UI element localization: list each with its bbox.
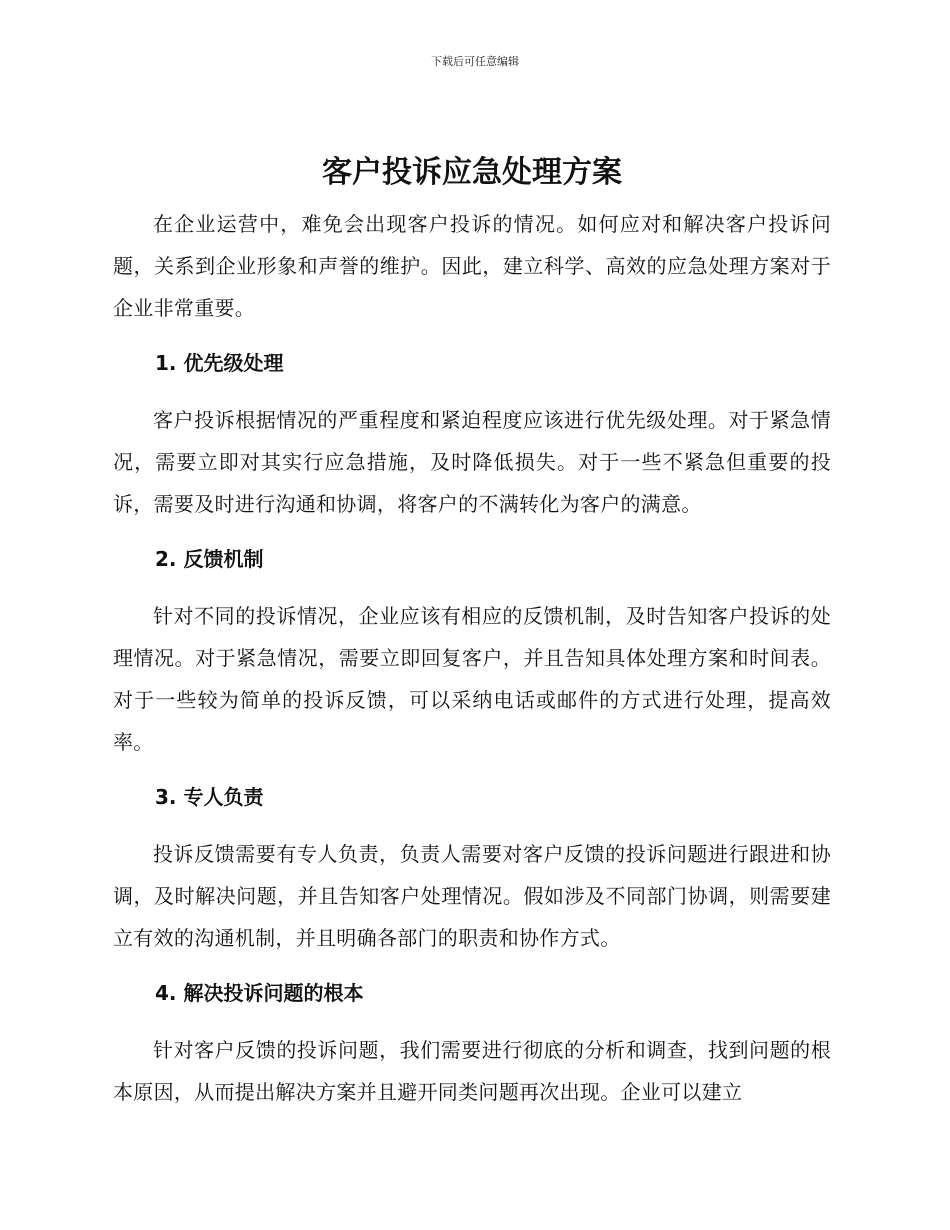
document-content: [113, 151, 831, 1113]
section-heading-root-cause: 4. 解决投诉问题的根本: [155, 981, 364, 1005]
header-note: 下载后可任意编辑: [431, 55, 519, 68]
intro-paragraph: 在企业运营中，难免会出现客户投诉的情况。如何应对和解决客户投诉问题，关系到企业形象和声誉的维护。因此，建立科学、高效的应急处理方案对于企业非常重要。: [113, 212, 831, 320]
section-body-feedback: 针对不同的投诉情况，企业应该有相应的反馈机制，及时告知客户投诉的处理情况。对于紧急情况，需要立即回复客户，并且告知具体处理方案和时间表。对于一些较为简单的投诉反馈，可以采纳电话或邮件的方式进行处理，提高效率。: [113, 604, 831, 754]
section-heading-responsibility: 3. 专人负责: [155, 785, 264, 809]
document-title: 客户投诉应急处理方案: [322, 155, 622, 190]
section-body-responsibility: 投诉反馈需要有专人负责，负责人需要对客户反馈的投诉问题进行跟进和协调，及时解决问题，并且告知客户处理情况。假如涉及不同部门协调，则需要建立有效的沟通机制，并且明确各部门的职责和协作方式。: [113, 842, 831, 950]
section-body-root-cause: 针对客户反馈的投诉问题，我们需要进行彻底的分析和调查，找到问题的根本原因，从而提出解决方案并且避开同类问题再次出现。企业可以建立: [113, 1038, 831, 1104]
section-body-priority: 客户投诉根据情况的严重程度和紧迫程度应该进行优先级处理。对于紧急情况，需要立即对其实行应急措施，及时降低损失。对于一些不紧急但重要的投诉，需要及时进行沟通和协调，将客户的不满转化为客户的满意。: [113, 408, 831, 516]
section-heading-priority: 1. 优先级处理: [155, 351, 284, 375]
section-heading-feedback: 2. 反馈机制: [155, 547, 264, 571]
